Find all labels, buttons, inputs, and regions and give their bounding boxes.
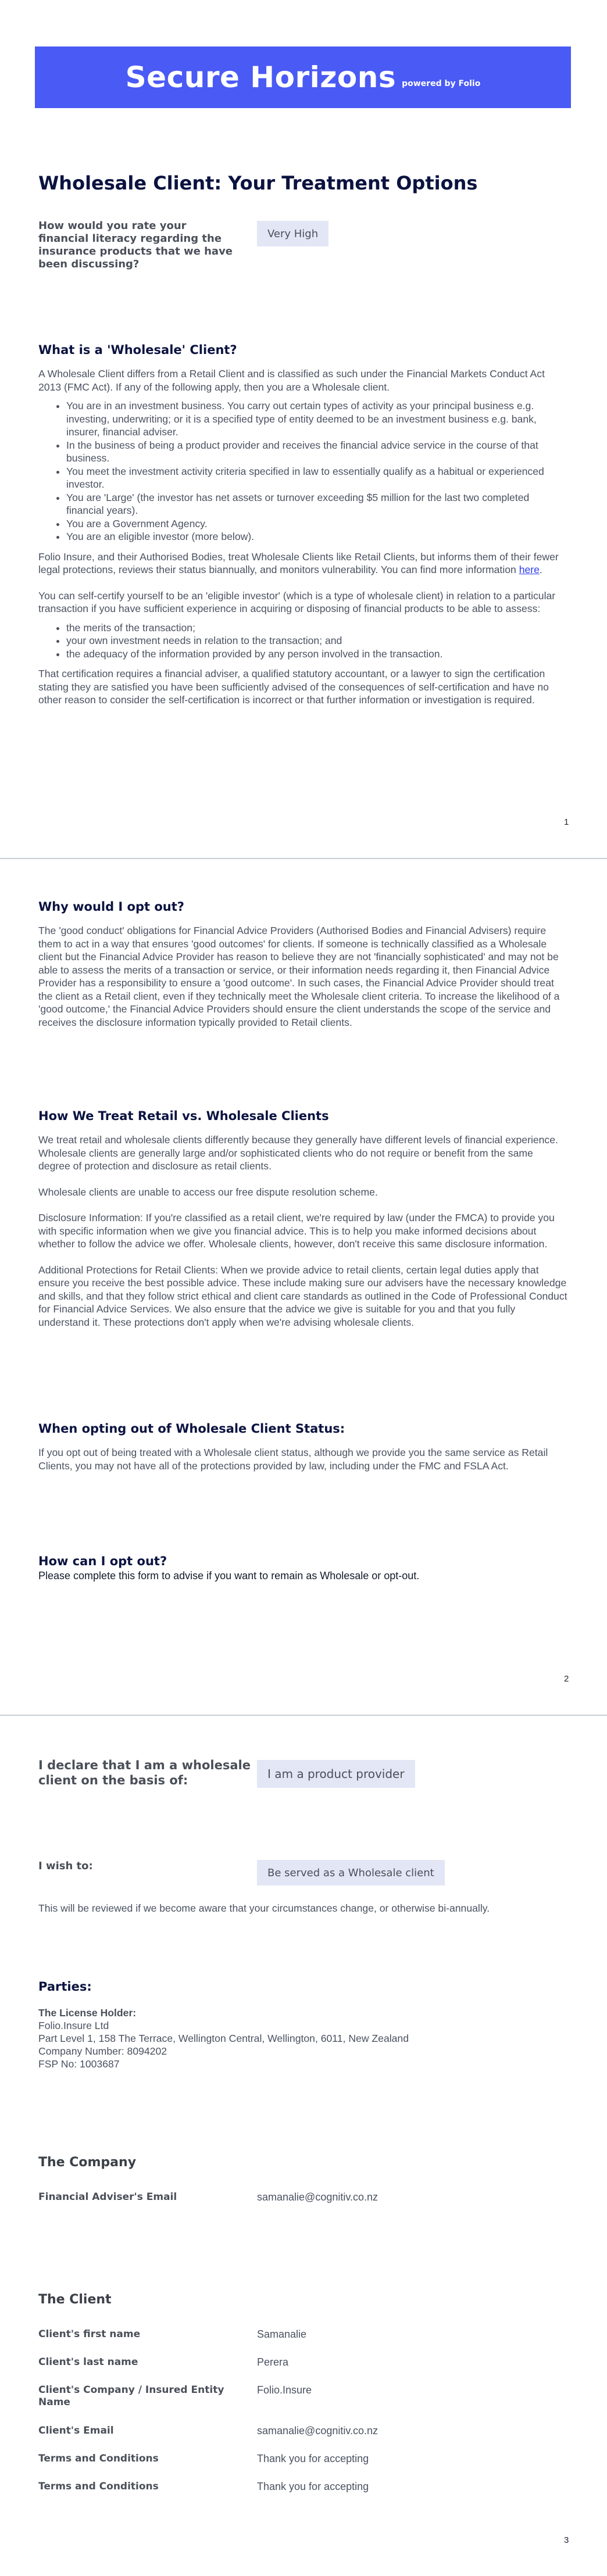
more-info-link[interactable]: here [519, 564, 540, 575]
client-first-name-label: Client's first name [38, 2328, 141, 2340]
folio-paragraph [38, 550, 567, 577]
terms-label: Terms and Conditions [38, 2453, 159, 2464]
list-item: • In the business of being a product provider and receives the financial advice service in the course of that business. [66, 439, 567, 465]
why-opt-out-text: The 'good conduct' obligations for Financial Advice Providers (Authorised Bodies and Financial Advisers) require them to act in a way that ensures 'good outcomes' for clients. If someone is technically classified as a Wholesale client but the Financial Advice Provider has reason to believe they are not 'financially sophisticated' and may not be able to assess the merits of a transaction or service, or their information needs regarding it, then Financial Advice Provider has a responsibility to ensure a 'good outcome'. In such cases, the Financial Advice Provider should treat the client as a Retail client, even if they technically meet the Wholesale client criteria. To increase the likelihood of a 'good outcome,' the Financial Advice Providers should ensure the client understands the scope of the service and receives the disclosure information typically provided to Retail clients. [38, 925, 560, 1028]
client-email-label: Client's Email [38, 2425, 114, 2437]
license-holder-line: Folio.Insure Ltd [38, 2020, 109, 2031]
list-item: • the merits of the transaction; [66, 621, 567, 635]
brand-name: Secure Horizons [125, 60, 397, 94]
page-number: 2 [564, 1674, 569, 1684]
page-number: 1 [564, 817, 569, 827]
declaration-label: I declare that I am a wholesale client on the basis of: [38, 1758, 251, 1787]
why-opt-out-title: Why would I opt out? [38, 900, 184, 914]
license-holder-line: Part Level 1, 158 The Terrace, Wellington Central, Wellington, 6011, New Zealand [38, 2033, 409, 2044]
client-company-value: Folio.Insure [257, 2384, 312, 2396]
opting-out-text: If you opt out of being treated with a Wholesale client status, although we provide you the same service as Retail Clients, you may not have all of the protections provided by law, including under the FMC and FSLA Act. [38, 1447, 548, 1472]
period: . [539, 564, 542, 575]
license-holder-line: FSP No: 1003687 [38, 2058, 120, 2070]
client-last-name-label: Client's last name [38, 2356, 138, 2368]
page-divider [0, 858, 607, 859]
wish-answer-field[interactable]: Be served as a Wholesale client [257, 1860, 445, 1886]
how-opt-out-text: Please complete this form to advise if you want to remain as Wholesale or opt-out. [38, 1570, 420, 1582]
self-certify-paragraph: You can self-certify yourself to be an 'eligible investor' (which is a type of wholesale client) in relation to a particular transaction if you have sufficient experience in acquiring or disposing of financial products to be able to assess: [38, 589, 556, 614]
wish-label: I wish to: [38, 1860, 93, 1872]
review-note: This will be reviewed if we become aware that your circumstances change, or otherwise bi-annually. [38, 1902, 490, 1914]
treatment-paragraph-4: Additional Protections for Retail Clients: When we provide advice to retail clients, certain legal duties apply that ensure you receive the best possible advice. These include making sure our advisers have the necessary knowledge and skills, and that they follow strict ethical and client care standards as outlined in the Code of Professional Conduct for Financial Advice Services. We also ensure that the advice we give is suitable for you and that you fully understand it. These protections don't apply when we're advising wholesale clients. [38, 1264, 567, 1328]
list-item: • You are in an investment business. You carry out certain types of activity as your principal business e.g. investing, underwriting; or it is a specified type of entity deemed to be an investment business e.g. bank, insurer, financial adviser. [66, 399, 567, 439]
license-holder-block [38, 2006, 567, 2070]
page-divider [0, 1715, 607, 1716]
list-item: • You meet the investment activity criteria specified in law to essentially qualify as a habitual or experienced investor. [66, 465, 567, 491]
declaration-answer-field[interactable]: I am a product provider [257, 1760, 415, 1788]
list-item: • You are an eligible investor (more below). [66, 530, 567, 543]
adviser-email-label: Financial Adviser's Email [38, 2191, 177, 2203]
list-item: • You are a Government Agency. [66, 517, 567, 531]
treatment-title: How We Treat Retail vs. Wholesale Clients [38, 1109, 329, 1123]
terms-value: Thank you for accepting [257, 2453, 369, 2464]
certification-paragraph: That certification requires a financial adviser, a qualified statutory accountant, or a lawyer to sign the certification stating they are satisfied you have been sufficiently advised of the consequences of self-certification and have no other reason to consider the self-certification is incorrect or that further information or investigation is required. [38, 668, 549, 706]
how-opt-out-title: How can I opt out? [38, 1554, 167, 1568]
brand-banner [35, 46, 571, 108]
client-company-label: Client's Company / Insured Entity Name [38, 2384, 224, 2408]
literacy-answer-field[interactable]: Very High [257, 221, 329, 246]
literacy-question: How would you rate your financial literacy regarding the insurance products that we have been discussing? [38, 220, 233, 270]
document-title: Wholesale Client: Your Treatment Options [38, 172, 478, 194]
opting-out-title: When opting out of Wholesale Client Status: [38, 1422, 345, 1436]
client-last-name-value: Perera [257, 2356, 289, 2368]
terms-value: Thank you for accepting [257, 2481, 369, 2492]
section-title-wholesale: What is a 'Wholesale' Client? [38, 343, 237, 357]
page-number: 3 [564, 2535, 569, 2545]
treatment-paragraph-3: Disclosure Information: If you're classified as a retail client, we're required by law (under the FMCA) to provide you with specific information when we give you financial advice. This is to help you make informed decisions about whether to follow the advice we offer. Wholesale clients, however, don't receive this same disclosure information. [38, 1212, 555, 1250]
adviser-email-value: samanalie@cognitiv.co.nz [257, 2191, 379, 2203]
list-item: • You are 'Large' (the investor has net assets or turnover exceeding $5 million for the last two completed financial years). [66, 491, 567, 517]
folio-paragraph-text: Folio Insure, and their Authorised Bodies, treat Wholesale Clients like Retail Clients, but informs them of their fewer legal protections, reviews their status biannually, and monitors vulnerability. You can find more information [38, 550, 559, 575]
company-title: The Company [38, 2155, 137, 2170]
treatment-paragraph-2: Wholesale clients are unable to access our free dispute resolution scheme. [38, 1186, 378, 1198]
list-item: • the adequacy of the information provided by any person involved in the transaction. [66, 647, 567, 661]
assess-list [38, 621, 567, 661]
list-item: • your own investment needs in relation to the transaction; and [66, 634, 567, 647]
treatment-text [38, 1133, 567, 1329]
client-first-name-value: Samanalie [257, 2328, 307, 2340]
client-title: The Client [38, 2292, 112, 2307]
criteria-list [38, 399, 567, 543]
intro-paragraph: A Wholesale Client differs from a Retail Client and is classified as such under the Financial Markets Conduct Act 2013 (FMC Act). If any of the following apply, then you are a Wholesale client. [38, 368, 545, 393]
client-email-value: samanalie@cognitiv.co.nz [257, 2425, 379, 2437]
wholesale-definition [38, 367, 567, 707]
parties-title: Parties: [38, 1980, 92, 1994]
treatment-paragraph-1: We treat retail and wholesale clients differently because they generally have different levels of financial experience. Wholesale clients are generally large and/or sophisticated clients who do not require or benefit from the same degree of protection and disclosure as retail clients. [38, 1134, 558, 1172]
license-holder-line: Company Number: 8094202 [38, 2045, 167, 2057]
license-holder-label: The License Holder: [38, 2007, 137, 2019]
terms-label: Terms and Conditions [38, 2481, 159, 2492]
powered-by-label: powered by Folio [402, 79, 481, 88]
